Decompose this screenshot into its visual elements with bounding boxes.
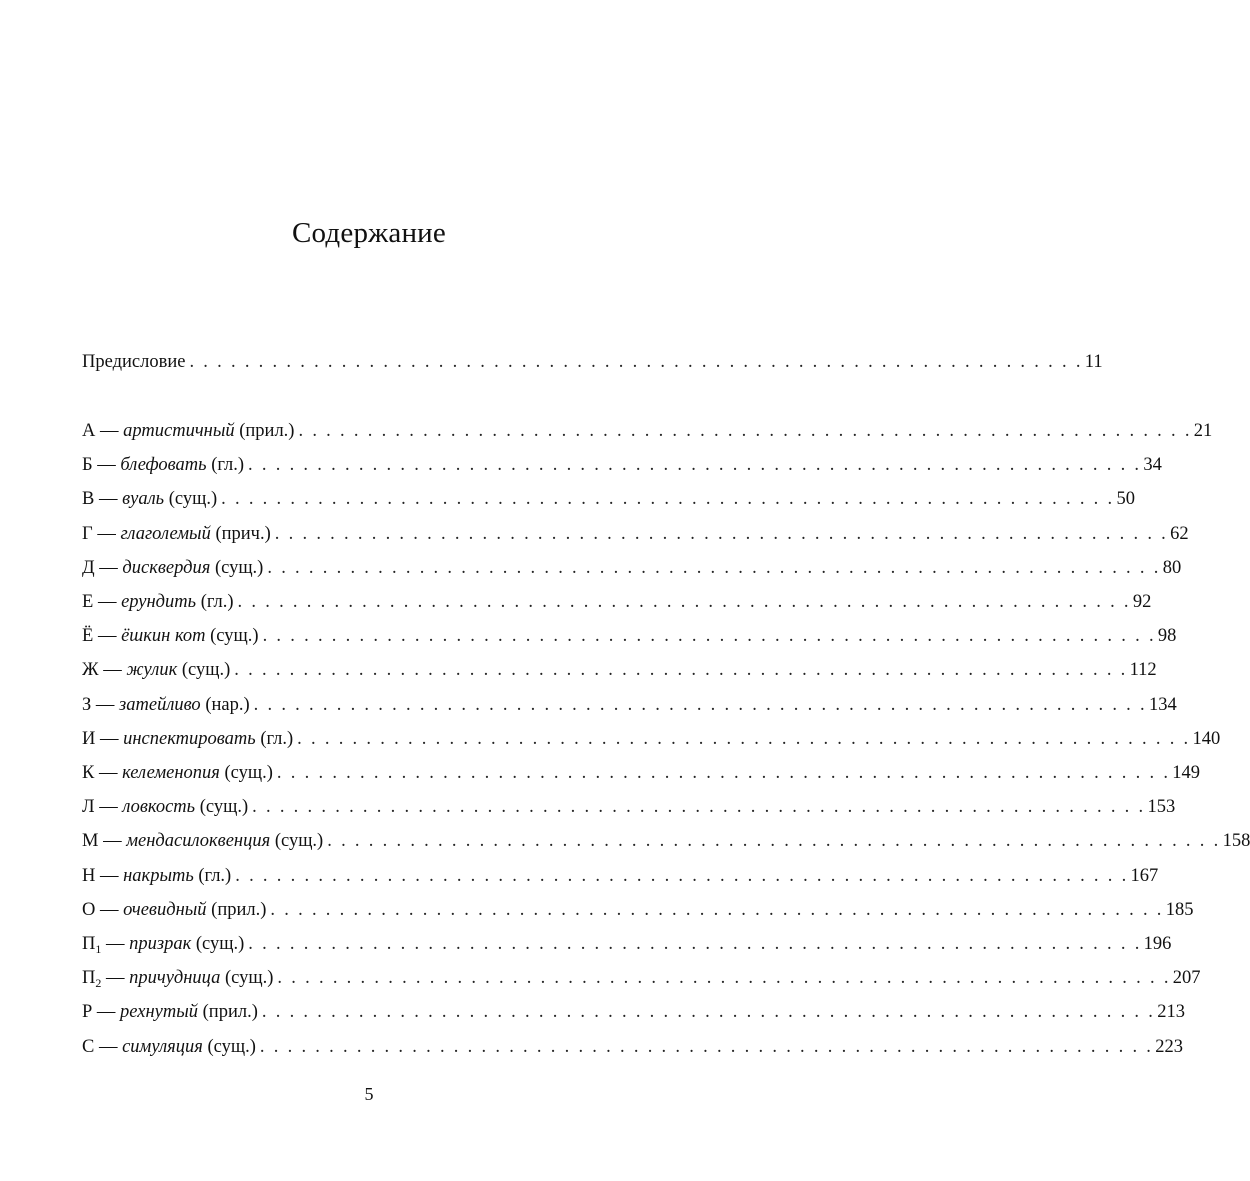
toc-entry-word: затейливо xyxy=(119,695,201,715)
toc-entry-letter: П xyxy=(82,934,96,954)
toc-dot-leader: . . . . . . . . . . . . . . . . . . . . . . . . . . . . . . . . . . . . . . . . . . . . . . . . . . . . . . . . . . . . . . . . . xyxy=(221,489,1115,509)
toc-entry xyxy=(82,794,1176,820)
toc-entry-word: блефовать xyxy=(120,455,207,475)
toc-entry-word: вуаль xyxy=(122,489,165,509)
toc-entry-letter: К xyxy=(82,763,95,783)
toc-entry-letter: Е xyxy=(82,592,94,612)
toc-entry-dash: — xyxy=(97,455,116,475)
toc-entry-dash: — xyxy=(96,1002,116,1022)
toc-entry-dash: — xyxy=(97,626,117,646)
toc-dot-leader: . . . . . . . . . . . . . . . . . . . . . . . . . . . . . . . . . . . . . . . . . . . . . . . . . . . . . . . . . . . . . . . . . xyxy=(270,900,1164,920)
toc-entry-label xyxy=(82,418,294,444)
toc-entry xyxy=(82,760,1200,786)
toc-page-number: 196 xyxy=(1143,934,1172,954)
toc-entry xyxy=(82,555,1182,581)
toc-dot-leader: . . . . . . . . . . . . . . . . . . . . . . . . . . . . . . . . . . . . . . . . . . . . . . . . . . . . . . . . . . . . . . . . . xyxy=(234,660,1128,680)
toc-entry-dash: — xyxy=(100,421,119,441)
toc-entry-dash: — xyxy=(103,831,122,851)
toc-entry-part-of-speech: (прич.) xyxy=(215,524,271,544)
toc-entry-label xyxy=(82,555,263,581)
toc-dot-leader: . . . . . . . . . . . . . . . . . . . . . . . . . . . . . . . . . . . . . . . . . . . . . . . . . . . . . . . . . . . . . . . . . xyxy=(237,592,1131,612)
toc-entry xyxy=(82,897,1194,923)
toc-page-number: 34 xyxy=(1143,455,1162,475)
toc-entry-preface xyxy=(82,349,1103,375)
toc-entry xyxy=(82,418,1213,444)
toc-entry xyxy=(82,931,1172,957)
toc-entry-letter-index: 1 xyxy=(95,942,102,956)
toc-entry-label xyxy=(82,794,248,820)
toc-dot-leader: . . . . . . . . . . . . . . . . . . . . . . . . . . . . . . . . . . . . . . . . . . . . . . . . . . . . . . . . . . . . . . . . . xyxy=(252,797,1146,817)
toc-entry-part-of-speech: (сущ.) xyxy=(224,763,273,783)
folio-page-number: 5 xyxy=(364,1084,374,1104)
toc-entry xyxy=(82,486,1135,512)
toc-page-number: 92 xyxy=(1132,592,1152,612)
toc-entry-label xyxy=(82,589,234,615)
toc-entry-part-of-speech: (прил.) xyxy=(239,421,295,441)
toc-entry-part-of-speech: (сущ.) xyxy=(225,968,274,988)
toc-entry-part-of-speech: (прил.) xyxy=(211,900,267,920)
toc-entry-label xyxy=(82,760,273,786)
toc-entry-label xyxy=(82,692,250,718)
toc-entry-label xyxy=(82,999,258,1025)
toc-entry-dash: — xyxy=(100,900,119,920)
toc-page-number: 158 xyxy=(1222,831,1250,851)
toc-page-number: 112 xyxy=(1129,660,1157,680)
toc-entry-letter: Ж xyxy=(82,660,99,680)
toc-dot-leader: . . . . . . . . . . . . . . . . . . . . . . . . . . . . . . . . . . . . . . . . . . . . . . . . . . . . . . . . . . . . . . . . . xyxy=(274,524,1169,544)
toc-entry-part-of-speech: (прил.) xyxy=(202,1002,258,1022)
toc-dot-leader: . . . . . . . . . . . . . . . . . . . . . . . . . . . . . . . . . . . . . . . . . . . . . . . . . . . . . . . . . . . . . . . . . xyxy=(261,1002,1156,1022)
toc-dot-leader: . . . . . . . . . . . . . . . . . . . . . . . . . . . . . . . . . . . . . . . . . . . . . . . . . . . . . . . . . . . . . . . . . xyxy=(248,455,1142,475)
toc-page-number: 213 xyxy=(1157,1002,1185,1022)
toc-entry-word: артистичный xyxy=(123,421,235,441)
toc-dot-leader: . . . . . . . . . . . . . . . . . . . . . . . . . . . . . . . . . . . . . . . . . . . . . . . . . . . . . . . . . . . . . . . . . xyxy=(297,729,1191,749)
toc-entry-letter: А xyxy=(82,421,96,441)
toc-entry-dash: — xyxy=(106,934,125,954)
toc-entry-label xyxy=(82,965,273,991)
toc-entry-label xyxy=(82,828,323,854)
toc-entry-part-of-speech: (гл.) xyxy=(211,455,245,475)
toc-entry xyxy=(82,828,1250,854)
toc-entry-letter-index: 2 xyxy=(95,976,102,990)
toc-page-number: 207 xyxy=(1172,968,1201,988)
toc-dot-leader: . . . . . . . . . . . . . . . . . . . . . . . . . . . . . . . . . . . . . . . . . . . . . . . . . . . . . . . . . . . . . . . . . xyxy=(267,558,1161,578)
toc-entry-word: инспектировать xyxy=(123,729,256,749)
toc-page-number: 167 xyxy=(1130,866,1159,886)
toc-entry-letter: И xyxy=(82,729,96,749)
toc-entry-letter: В xyxy=(82,489,95,509)
toc-entry-dash: — xyxy=(98,763,118,783)
toc-entry xyxy=(82,999,1185,1025)
toc-entry xyxy=(82,657,1157,683)
toc-entry-letter: Р xyxy=(82,1002,93,1022)
toc-page-number: 11 xyxy=(1084,352,1103,372)
toc-entry-label xyxy=(82,521,271,547)
toc-entry-dash: — xyxy=(95,695,115,715)
toc-entry-label: Предисловие xyxy=(82,352,186,372)
toc-entry-part-of-speech: (сущ.) xyxy=(214,558,264,578)
toc-entry xyxy=(82,965,1201,991)
toc-entry-letter: Л xyxy=(82,797,95,817)
toc-entry-letter: Д xyxy=(82,558,95,578)
toc-entry-part-of-speech: (сущ.) xyxy=(210,626,259,646)
toc-entry-dash: — xyxy=(97,524,116,544)
toc-entry-word: мендасилоквенция xyxy=(126,831,271,851)
toc-dot-leader: . . . . . . . . . . . . . . . . . . . . . . . . . . . . . . . . . . . . . . . . . . . . . . . . . . . . . . . . . . . . . . . . . xyxy=(327,831,1221,851)
toc-entry-word: ерундить xyxy=(121,592,197,612)
page-title: Содержание xyxy=(292,217,446,249)
toc-entry-word: призрак xyxy=(129,934,192,954)
toc-dot-leader: . . . . . . . . . . . . . . . . . . . . . . . . . . . . . . . . . . . . . . . . . . . . . . . . . . . . . . . . . . . . . . . . . xyxy=(253,695,1147,715)
toc-page-number: 149 xyxy=(1172,763,1200,783)
toc-entry-part-of-speech: (сущ.) xyxy=(274,831,324,851)
toc-entry-letter: Б xyxy=(82,455,93,475)
toc-entry-letter: М xyxy=(82,831,99,851)
toc-entry xyxy=(82,1034,1183,1060)
toc-dot-leader: . . . . . . . . . . . . . . . . . . . . . . . . . . . . . . . . . . . . . . . . . . . . . . . . . . . . . . . . . . . . . . . . . xyxy=(262,626,1156,646)
toc-entry-word: келеменопия xyxy=(122,763,220,783)
toc-entry-dash: — xyxy=(106,968,125,988)
toc-page-number: 98 xyxy=(1157,626,1177,646)
toc-entry-letter: Г xyxy=(82,524,93,544)
toc-entry-part-of-speech: (сущ.) xyxy=(195,934,245,954)
toc-page-number: 62 xyxy=(1170,524,1189,544)
toc-entry-part-of-speech: (сущ.) xyxy=(207,1037,256,1057)
toc-entry-label xyxy=(82,623,259,649)
toc-entry xyxy=(82,692,1177,718)
toc-page-number: 21 xyxy=(1193,421,1213,441)
toc-entry-word: накрыть xyxy=(123,866,194,886)
toc-page-number: 223 xyxy=(1155,1037,1183,1057)
toc-entry-label xyxy=(82,452,244,478)
toc-entry-letter: З xyxy=(82,695,92,715)
toc-entry-word: дисквердия xyxy=(122,558,211,578)
toc-dot-leader: . . . . . . . . . . . . . . . . . . . . . . . . . . . . . . . . . . . . . . . . . . . . . . . . . . . . . . . . . . . . . . . . . xyxy=(276,763,1171,783)
toc-entry-word: причудница xyxy=(129,968,221,988)
toc-entry-label xyxy=(82,1034,256,1060)
toc-entry-label xyxy=(82,931,244,957)
toc-dot-leader: . . . . . . . . . . . . . . . . . . . . . . . . . . . . . . . . . . . . . . . . . . . . . . . . . . . . . . . . . . . . . . . . . xyxy=(277,968,1171,988)
toc-entry xyxy=(82,623,1177,649)
toc-entry xyxy=(82,726,1221,752)
toc-dot-leader: . . . . . . . . . . . . . . . . . . . . . . . . . . . . . . . . . . . . . . . . . . . . . . . . . . . . . . . . . . . . . . . . . xyxy=(259,1037,1154,1057)
toc-entry xyxy=(82,452,1162,478)
toc-entry xyxy=(82,521,1189,547)
toc-dot-leader: . . . . . . . . . . . . . . . . . . . . . . . . . . . . . . . . . . . . . . . . . . . . . . . . . . . . . . . . . . . . . . . . . xyxy=(235,866,1129,886)
toc-entry-dash: — xyxy=(98,489,118,509)
toc-entry-letter: Ё xyxy=(82,626,94,646)
toc-entry-letter: Н xyxy=(82,866,96,886)
toc-entry-label xyxy=(82,657,230,683)
toc-page-number: 80 xyxy=(1162,558,1182,578)
toc-dot-leader: . . . . . . . . . . . . . . . . . . . . . . . . . . . . . . . . . . . . . . . . . . . . . . . . . . . . . . . . . . . . . . . . . xyxy=(189,352,1083,372)
toc-page-number: 140 xyxy=(1192,729,1221,749)
toc-page-number: 134 xyxy=(1148,695,1177,715)
toc-page-number: 153 xyxy=(1147,797,1176,817)
toc-page-number: 50 xyxy=(1116,489,1135,509)
toc-page-number: 185 xyxy=(1165,900,1194,920)
toc-entry-word: ловкость xyxy=(122,797,196,817)
toc-entry-part-of-speech: (сущ.) xyxy=(168,489,218,509)
toc-entry-word: очевидный xyxy=(123,900,207,920)
toc-entry xyxy=(82,589,1152,615)
toc-entry-part-of-speech: (сущ.) xyxy=(199,797,249,817)
toc-entry-dash: — xyxy=(98,1037,118,1057)
toc-entry-part-of-speech: (сущ.) xyxy=(181,660,231,680)
toc-entry-label xyxy=(82,726,293,752)
toc-entry-word: ёшкин кот xyxy=(121,626,206,646)
toc-entry-dash: — xyxy=(103,660,122,680)
toc-entry-dash: — xyxy=(97,592,117,612)
toc-entry-word: жулик xyxy=(126,660,178,680)
toc-entry-word: глаголемый xyxy=(120,524,211,544)
toc-entry-part-of-speech: (гл.) xyxy=(200,592,234,612)
toc-entry-label xyxy=(82,897,266,923)
toc-entry xyxy=(82,863,1159,889)
toc-entry-part-of-speech: (гл.) xyxy=(260,729,294,749)
toc-entry-word: рехнутый xyxy=(120,1002,199,1022)
toc-entry-letter: П xyxy=(82,968,96,988)
toc-dot-leader: . . . . . . . . . . . . . . . . . . . . . . . . . . . . . . . . . . . . . . . . . . . . . . . . . . . . . . . . . . . . . . . . . xyxy=(248,934,1142,954)
toc-entry-label xyxy=(82,863,231,889)
toc-entry-dash: — xyxy=(100,866,119,886)
toc-entry-dash: — xyxy=(99,797,118,817)
toc-entry-dash: — xyxy=(99,558,118,578)
toc-dot-leader: . . . . . . . . . . . . . . . . . . . . . . . . . . . . . . . . . . . . . . . . . . . . . . . . . . . . . . . . . . . . . . . . . xyxy=(298,421,1192,441)
toc-entry-word: симуляция xyxy=(122,1037,203,1057)
toc-entry-letter: С xyxy=(82,1037,95,1057)
toc-entry-letter: О xyxy=(82,900,96,920)
toc-entry-part-of-speech: (нар.) xyxy=(205,695,250,715)
toc-entry-label xyxy=(82,486,217,512)
toc-entry-part-of-speech: (гл.) xyxy=(198,866,232,886)
toc-entry-dash: — xyxy=(100,729,119,749)
